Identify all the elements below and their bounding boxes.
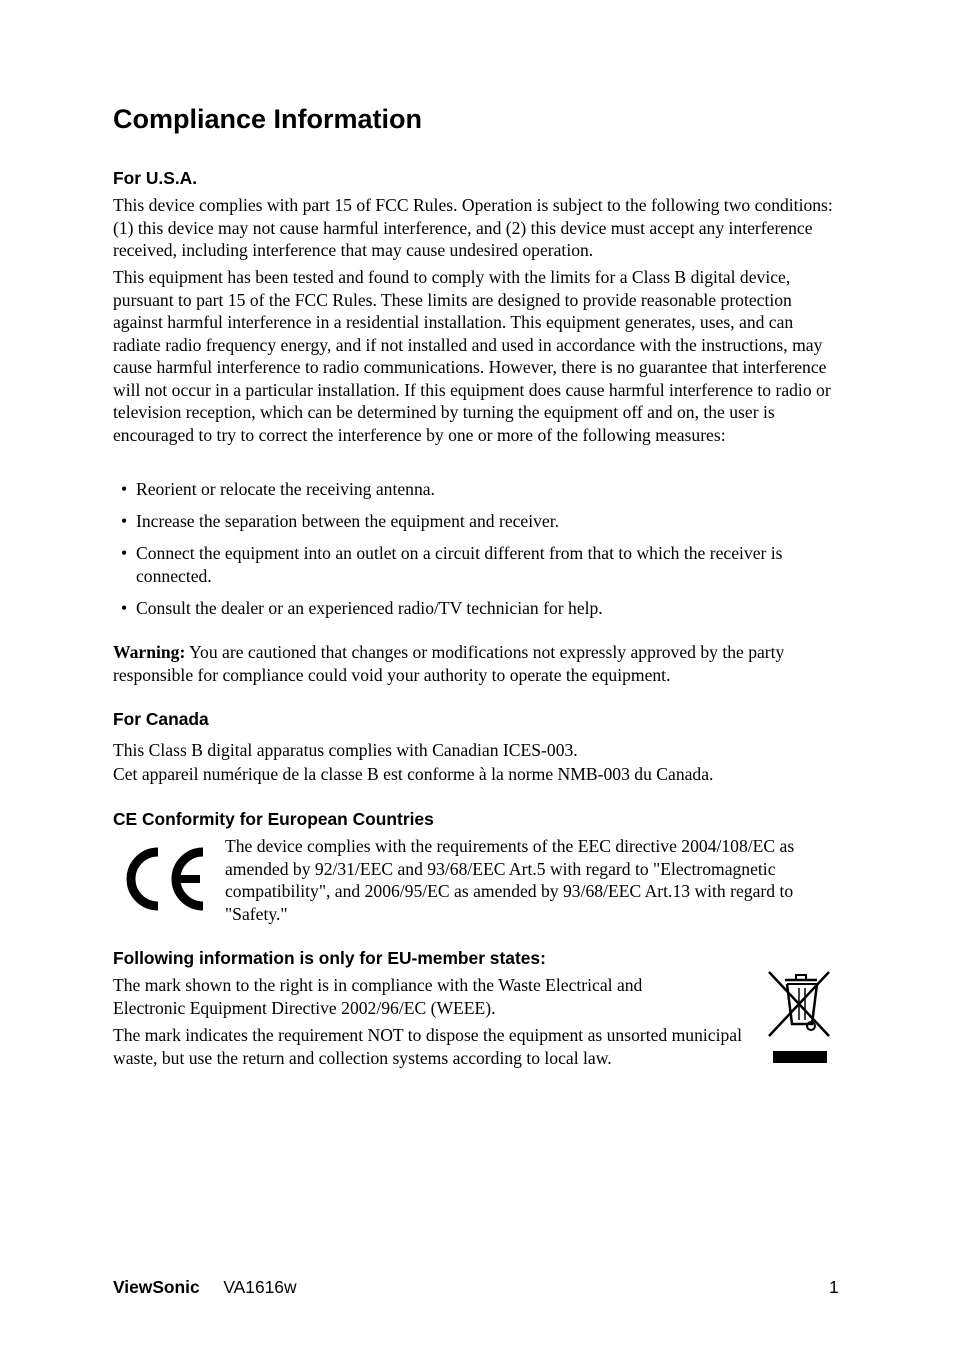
warning-paragraph: [113, 641, 840, 686]
list-item: • Increase the separation between the equipment and receiver.: [113, 510, 840, 533]
page-number: 1: [829, 1277, 839, 1297]
footer-model: VA1616w: [223, 1277, 297, 1297]
list-item: • Reorient or relocate the receiving antenna.: [113, 478, 840, 501]
page-title: Compliance Information: [113, 104, 423, 134]
footer-brand-model: [113, 1277, 297, 1298]
usa-paragraph-2: This equipment has been tested and found to comply with the limits for a Class B digital device, pursuant to part 15 of the FCC Rules. These limits are designed to provide reasonable protection against harmful interference in a residential installation. This equipment generates, uses, and can radiate radio frequency energy, and if not installed and used in accordance with the instructions, may cause harmful interference to radio communications. However, there is no guarantee that interference will not occur in a particular installation. If this equipment does cause harmful interference to radio or television reception, which can be determined by turning the equipment off and on, the user is encouraged to try to correct the interference by one or more of the following measures:: [113, 267, 831, 445]
usa-measures-list: [113, 478, 840, 629]
ce-mark-icon: [122, 846, 208, 912]
warning-label: Warning:: [113, 642, 186, 662]
eu-heading: Following information is only for EU-member states:: [113, 948, 546, 968]
usa-paragraph-1: This device complies with part 15 of FCC Rules. Operation is subject to the following two conditions: (1) this device may not cause harmful interference, and (2) this device must accept any interference received, including interference that may cause undesired operation.: [113, 195, 833, 260]
canada-line-1: This Class B digital apparatus complies with Canadian ICES-003.: [113, 740, 578, 760]
usa-heading: For U.S.A.: [113, 168, 198, 188]
ce-text: The device complies with the requirements of the EEC directive 2004/108/EC as amended by 92/31/EEC and 93/68/EEC Art.5 with regard to "Electromagnetic compatibility", and 2006/95/EC as amended by 93/68/EEC Art.13 with regard to "Safety.": [225, 836, 795, 924]
canada-line-2: Cet appareil numérique de la classe B est conforme à la norme NMB-003 du Canada.: [113, 764, 714, 784]
ce-heading: CE Conformity for European Countries: [113, 809, 434, 829]
weee-crossed-bin-icon: [765, 968, 833, 1066]
warning-text: You are cautioned that changes or modifications not expressly approved by the party responsible for compliance could void your authority to operate the equipment.: [113, 642, 785, 685]
eu-paragraph-1: The mark shown to the right is in compliance with the Waste Electrical and Electronic Equipment Directive 2002/96/EC (WEEE).: [113, 975, 643, 1018]
list-item: • Consult the dealer or an experienced radio/TV technician for help.: [113, 597, 840, 620]
eu-paragraph-2: The mark indicates the requirement NOT to dispose the equipment as unsorted municipal waste, but use the return and collection systems according to local law.: [113, 1025, 742, 1068]
canada-heading: For Canada: [113, 709, 209, 729]
list-item: • Connect the equipment into an outlet on a circuit different from that to which the receiver is connected.: [113, 542, 840, 587]
footer-brand: ViewSonic: [113, 1277, 200, 1297]
